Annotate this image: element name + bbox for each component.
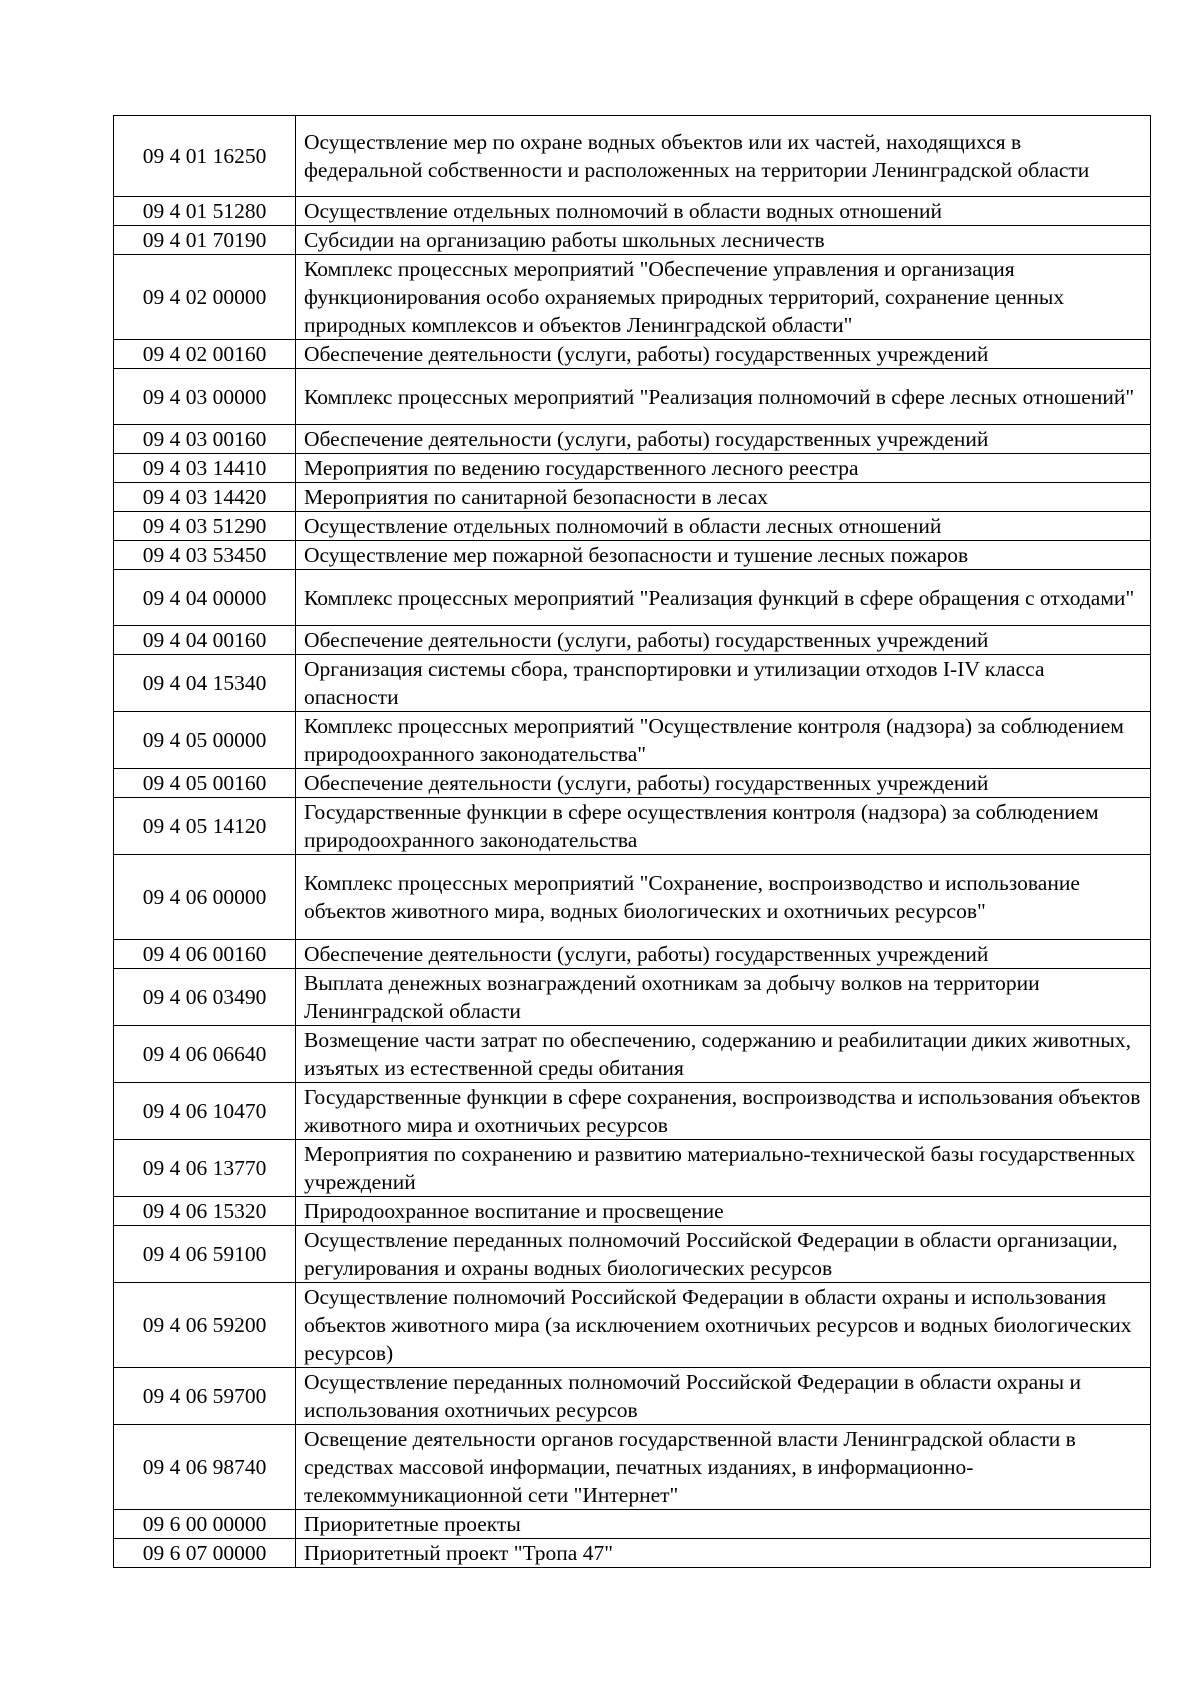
row-name: Мероприятия по санитарной безопасности в лесах — [296, 483, 1151, 512]
table-row — [114, 570, 1151, 626]
row-code: 09 4 04 15340 — [114, 655, 296, 712]
table-row — [114, 1425, 1151, 1510]
table-row — [114, 512, 1151, 541]
table-row — [114, 1539, 1151, 1568]
row-code: 09 4 03 00160 — [114, 425, 296, 454]
row-code: 09 4 06 00160 — [114, 940, 296, 969]
row-code: 09 4 06 59100 — [114, 1226, 296, 1283]
row-name: Обеспечение деятельности (услуги, работы) государственных учреждений — [296, 940, 1151, 969]
row-code: 09 4 03 00000 — [114, 369, 296, 425]
row-name: Комплекс процессных мероприятий "Осуществление контроля (надзора) за соблюдением природоохранного законодательства" — [296, 712, 1151, 769]
table-row — [114, 340, 1151, 369]
table-row — [114, 541, 1151, 570]
row-code: 09 4 05 00160 — [114, 769, 296, 798]
table-row — [114, 940, 1151, 969]
row-name: Выплата денежных вознаграждений охотникам за добычу волков на территории Ленинградской области — [296, 969, 1151, 1026]
row-name: Обеспечение деятельности (услуги, работы) государственных учреждений — [296, 626, 1151, 655]
row-name: Комплекс процессных мероприятий "Сохранение, воспроизводство и использование объектов животного мира, водных биологических и охотничьих ресурсов" — [296, 855, 1151, 940]
table-row — [114, 255, 1151, 340]
row-name: Субсидии на организацию работы школьных лесничеств — [296, 226, 1151, 255]
row-code: 09 4 06 13770 — [114, 1140, 296, 1197]
row-code: 09 4 06 03490 — [114, 969, 296, 1026]
table-row — [114, 1510, 1151, 1539]
table-row — [114, 655, 1151, 712]
row-code: 09 4 03 51290 — [114, 512, 296, 541]
row-name: Возмещение части затрат по обеспечению, содержанию и реабилитации диких животных, изъятых из естественной среды обитания — [296, 1026, 1151, 1083]
row-code: 09 4 03 53450 — [114, 541, 296, 570]
row-name: Приоритетный проект "Тропа 47" — [296, 1539, 1151, 1568]
row-name: Обеспечение деятельности (услуги, работы) государственных учреждений — [296, 340, 1151, 369]
row-code: 09 4 02 00160 — [114, 340, 296, 369]
row-name: Осуществление отдельных полномочий в области лесных отношений — [296, 512, 1151, 541]
table-row — [114, 1197, 1151, 1226]
row-name: Мероприятия по ведению государственного лесного реестра — [296, 454, 1151, 483]
row-name: Осуществление переданных полномочий Российской Федерации в области охраны и использования охотничьих ресурсов — [296, 1368, 1151, 1425]
row-code: 09 4 05 14120 — [114, 798, 296, 855]
table-row — [114, 116, 1151, 197]
row-name: Осуществление мер по охране водных объектов или их частей, находящихся в федеральной собственности и расположенных на территории Ленинградской области — [296, 116, 1151, 197]
table-row — [114, 483, 1151, 512]
table-row — [114, 798, 1151, 855]
table-row — [114, 1368, 1151, 1425]
row-code: 09 4 02 00000 — [114, 255, 296, 340]
row-code: 09 4 01 16250 — [114, 116, 296, 197]
table-row — [114, 369, 1151, 425]
table-row — [114, 626, 1151, 655]
row-code: 09 4 06 00000 — [114, 855, 296, 940]
table-row — [114, 855, 1151, 940]
table-row — [114, 1226, 1151, 1283]
row-code: 09 4 04 00160 — [114, 626, 296, 655]
table-row — [114, 712, 1151, 769]
row-name: Осуществление мер пожарной безопасности и тушение лесных пожаров — [296, 541, 1151, 570]
row-name: Осуществление отдельных полномочий в области водных отношений — [296, 197, 1151, 226]
row-name: Государственные функции в сфере сохранения, воспроизводства и использования объектов животного мира и охотничьих ресурсов — [296, 1083, 1151, 1140]
row-code: 09 4 06 98740 — [114, 1425, 296, 1510]
row-code: 09 4 05 00000 — [114, 712, 296, 769]
row-code: 09 4 06 15320 — [114, 1197, 296, 1226]
row-code: 09 6 00 00000 — [114, 1510, 296, 1539]
table-row — [114, 769, 1151, 798]
table-row — [114, 226, 1151, 255]
row-name: Обеспечение деятельности (услуги, работы) государственных учреждений — [296, 425, 1151, 454]
row-name: Осуществление полномочий Российской Федерации в области охраны и использования объектов животного мира (за исключением охотничьих ресурсов и водных биологических ресурсов) — [296, 1283, 1151, 1368]
row-code: 09 4 03 14420 — [114, 483, 296, 512]
table-row — [114, 425, 1151, 454]
row-name: Обеспечение деятельности (услуги, работы) государственных учреждений — [296, 769, 1151, 798]
budget-classification-table — [113, 115, 1151, 1568]
table-row — [114, 454, 1151, 483]
row-name: Комплекс процессных мероприятий "Обеспечение управления и организация функционирования особо охраняемых природных территорий, сохранение ценных природных комплексов и объектов Ленинградской области" — [296, 255, 1151, 340]
table-row — [114, 197, 1151, 226]
row-code: 09 4 06 59700 — [114, 1368, 296, 1425]
row-name: Организация системы сбора, транспортировки и утилизации отходов I-IV класса опасности — [296, 655, 1151, 712]
row-code: 09 4 06 10470 — [114, 1083, 296, 1140]
row-code: 09 6 07 00000 — [114, 1539, 296, 1568]
row-name: Государственные функции в сфере осуществления контроля (надзора) за соблюдением природоохранного законодательства — [296, 798, 1151, 855]
row-name: Комплекс процессных мероприятий "Реализация полномочий в сфере лесных отношений" — [296, 369, 1151, 425]
row-code: 09 4 06 59200 — [114, 1283, 296, 1368]
row-name: Приоритетные проекты — [296, 1510, 1151, 1539]
table-row — [114, 1026, 1151, 1083]
row-code: 09 4 06 06640 — [114, 1026, 296, 1083]
row-code: 09 4 01 51280 — [114, 197, 296, 226]
table-row — [114, 969, 1151, 1026]
row-name: Освещение деятельности органов государственной власти Ленинградской области в средствах массовой информации, печатных изданиях, в информационно-телекоммуникационной сети "Интернет" — [296, 1425, 1151, 1510]
row-name: Комплекс процессных мероприятий "Реализация функций в сфере обращения с отходами" — [296, 570, 1151, 626]
table-row — [114, 1283, 1151, 1368]
row-code: 09 4 04 00000 — [114, 570, 296, 626]
table-row — [114, 1083, 1151, 1140]
row-name: Мероприятия по сохранению и развитию материально-технической базы государственных учреждений — [296, 1140, 1151, 1197]
row-code: 09 4 03 14410 — [114, 454, 296, 483]
table-row — [114, 1140, 1151, 1197]
table-body — [114, 116, 1151, 1568]
row-name: Осуществление переданных полномочий Российской Федерации в области организации, регулирования и охраны водных биологических ресурсов — [296, 1226, 1151, 1283]
row-code: 09 4 01 70190 — [114, 226, 296, 255]
row-name: Природоохранное воспитание и просвещение — [296, 1197, 1151, 1226]
